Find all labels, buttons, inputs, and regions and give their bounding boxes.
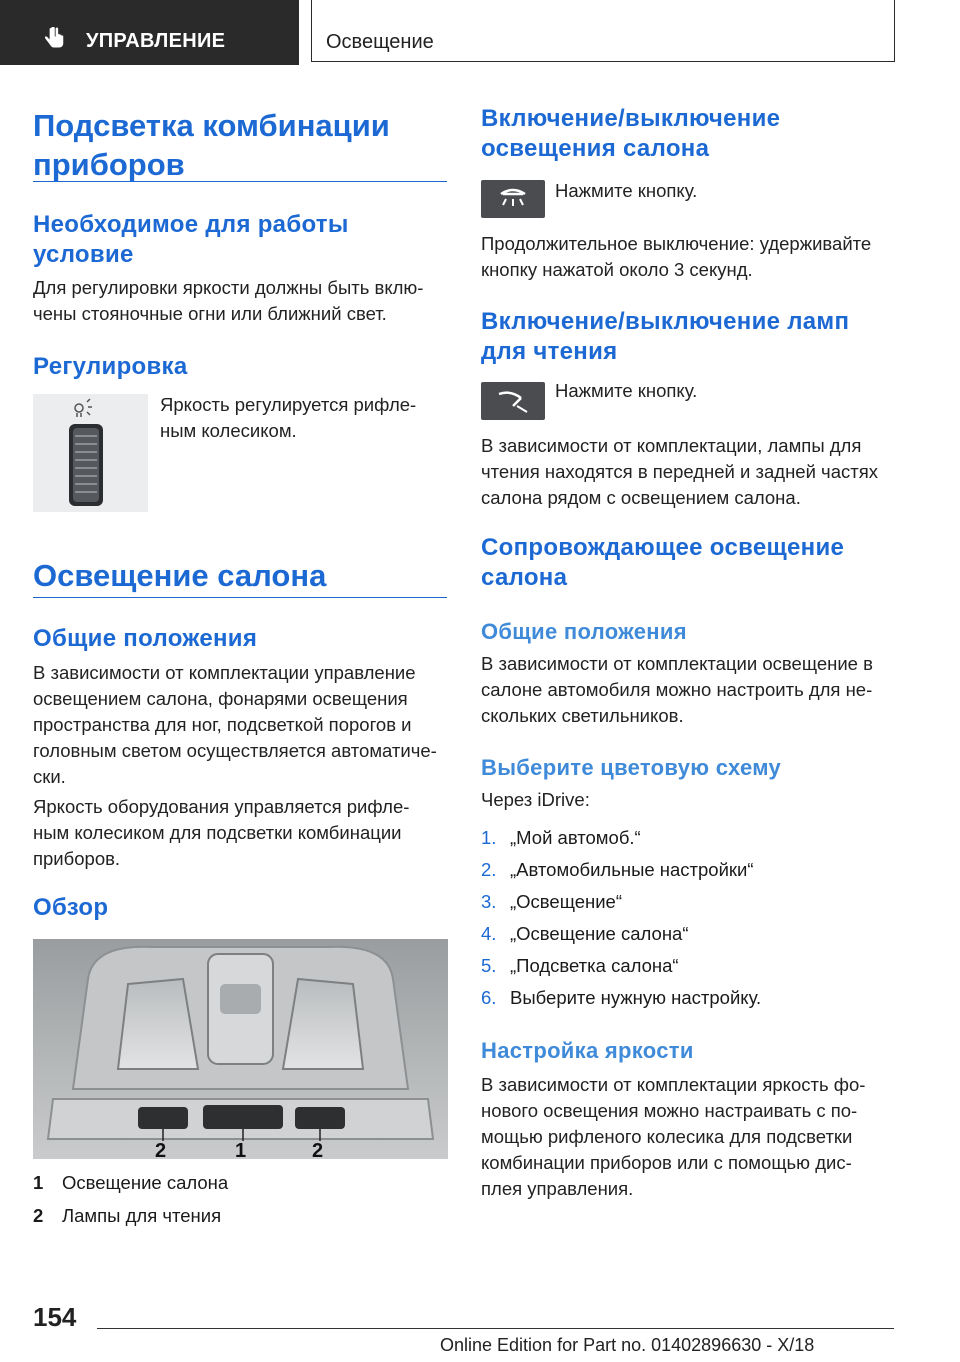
condition-text: Для регулировки яркости должны быть вклю- чены стояночные огни или ближний свет. — [33, 277, 424, 324]
ambient-heading: Сопровождающее освещение салона — [481, 534, 845, 591]
general-heading: Общие положения — [33, 625, 258, 652]
chapter-label: Освещение — [326, 31, 434, 53]
overview-heading: Обзор — [33, 894, 109, 921]
ambient-general-heading: Общие положения — [481, 619, 687, 644]
dimmer-wheel-image — [33, 394, 148, 512]
press-button-text-2: Нажмите кнопку. — [555, 380, 698, 401]
overhead-console-image — [33, 939, 448, 1159]
hand-touch-icon — [40, 27, 70, 57]
section-tab — [0, 0, 299, 65]
interior-divider — [33, 597, 447, 598]
color-scheme-heading: Выберите цветовую схему — [481, 755, 782, 780]
general-text: В зависимости от комплектации управление освещением салона, фонарями освещения пространства для ног, подсветкой порогов и головным светом осуществляется автоматиче- ски. — [33, 662, 437, 787]
ambient-general-text: В зависимости от комплектации освещение в салоне автомобиля можно настроить для не- скольких светильников. — [481, 653, 873, 726]
footer-divider — [97, 1328, 894, 1329]
page-title: Подсветка комбинации приборов — [33, 108, 390, 182]
via-idrive-text: Через iDrive: — [481, 789, 590, 810]
edition-text: Online Edition for Part no. 01402896630 - X/18 — [440, 1335, 815, 1355]
callout-2-right: 2 — [312, 1140, 324, 1159]
onoff-heading: Включение/выключение освещения салона — [481, 105, 781, 162]
section-label: УПРАВЛЕНИЕ — [86, 30, 226, 52]
page-number: 154 — [33, 1302, 77, 1332]
callout-2-left: 2 — [155, 1140, 167, 1159]
adjust-heading: Регулировка — [33, 353, 188, 380]
press-button-text: Нажмите кнопку. — [555, 180, 698, 201]
reading-heading: Включение/выключение ламп для чтения — [481, 308, 850, 365]
chapter-box — [311, 0, 895, 62]
onoff-text: Продолжительное выключение: удерживайте кнопку нажатой около 3 секунд. — [481, 233, 872, 280]
brightness-setting-text: В зависимости от комплектации яркость фо- нового освещения можно настраивать с по- мощью рифленого колесика для подсветки комбинации приборов или с помощью дис- плея управления. — [481, 1074, 866, 1199]
condition-heading: Необходимое для работы условие — [33, 211, 349, 268]
callout-1: 1 — [235, 1140, 247, 1159]
brightness-heading: Настройка яркости — [481, 1038, 694, 1063]
reading-light-button-image — [481, 382, 545, 420]
reading-text: В зависимости от комплектации, лампы для чтения находятся в передней и задней частях салона рядом с освещением салона. — [481, 435, 878, 508]
adjust-text: Яркость регулируется рифле- ным колесиком. — [160, 394, 417, 441]
brightness-text: Яркость оборудования управляется рифле- ным колесиком для подсветки комбинации приборов. — [33, 796, 410, 869]
title-divider — [33, 181, 447, 182]
interior-light-button-image — [481, 180, 545, 218]
reading-light-icon — [481, 382, 545, 420]
interior-light-icon — [481, 180, 545, 218]
interior-lighting-title: Освещение салона — [33, 558, 327, 593]
